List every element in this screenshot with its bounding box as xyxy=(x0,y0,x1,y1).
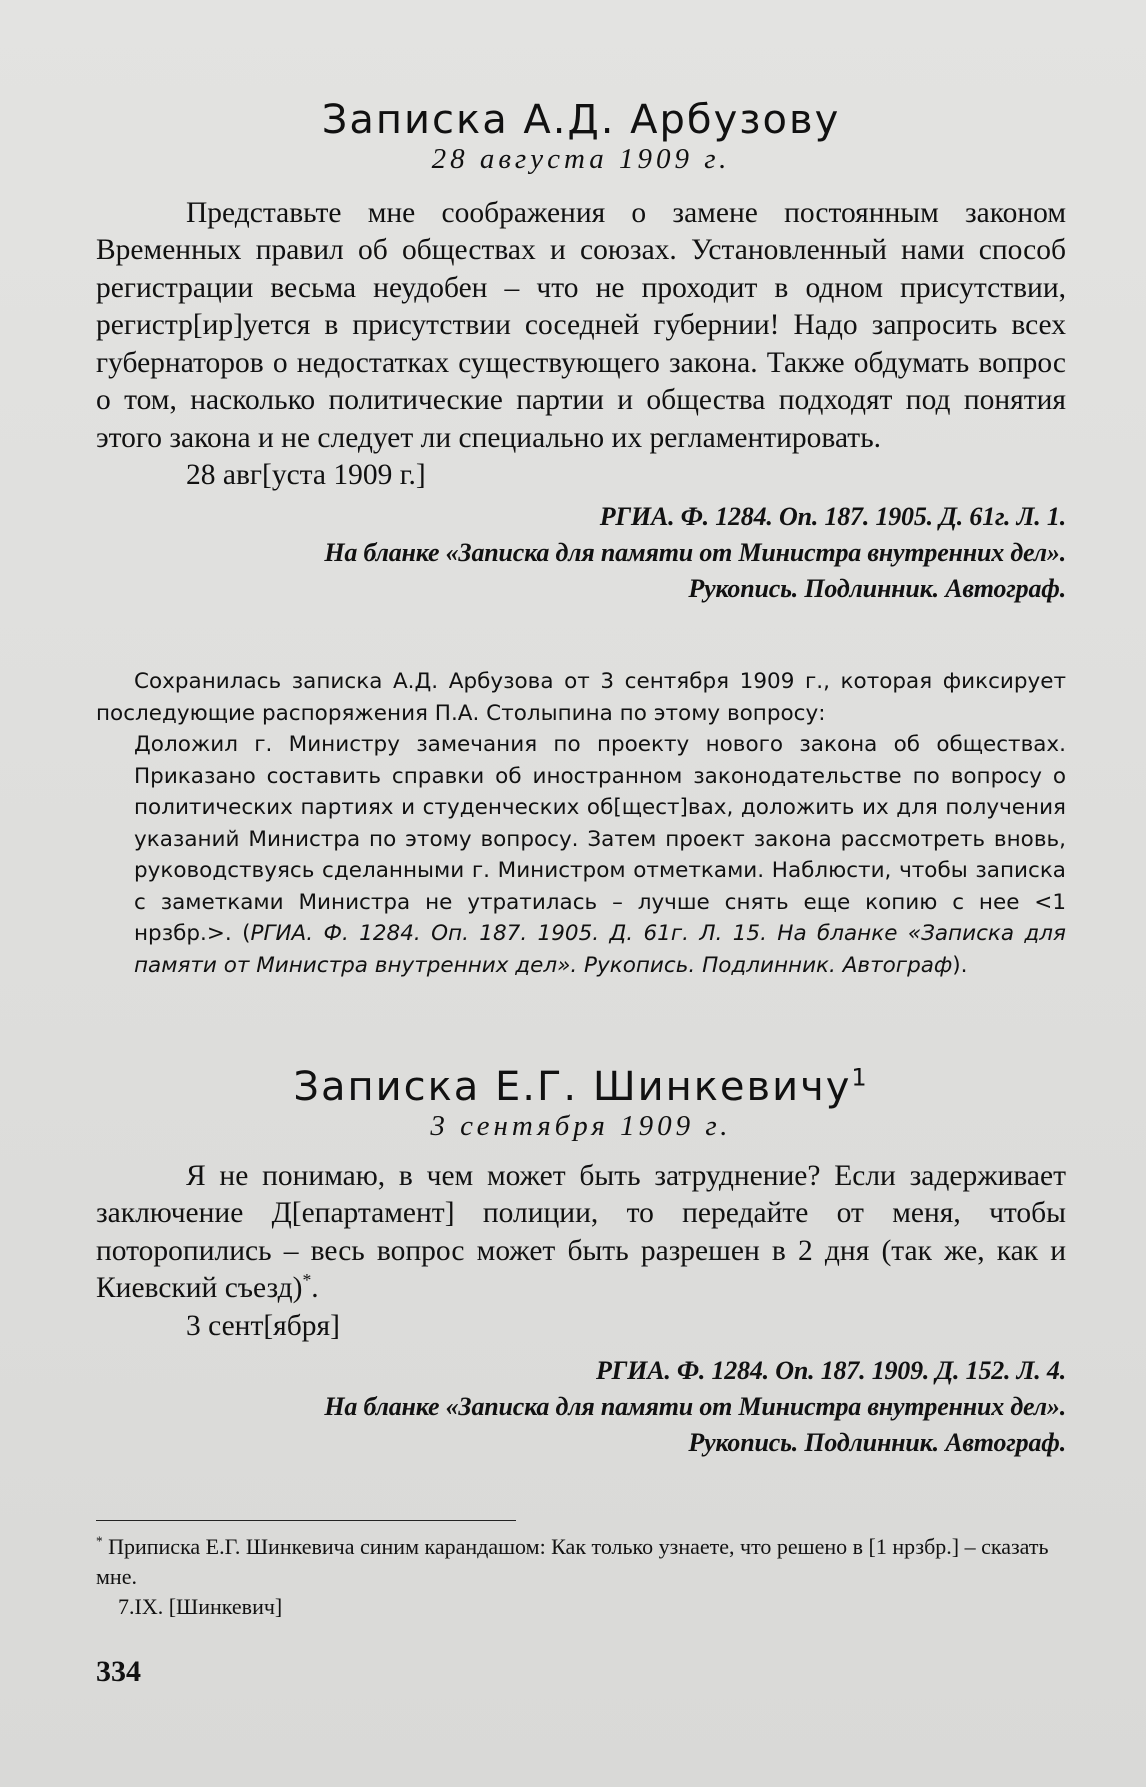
document-body: Представьте мне соображения о замене постоянным законом Временных правил об обществах и союзах. Установленный нами способ регистрации весьма неудобен – что не проходит в одном присутствии, регистр[ир]уется в присутствии соседней губернии! Надо запросить всех губернаторов о недостатках существующего закона. Также обдумать вопрос о том, насколько политические партии и общества подходят под понятия этого закона и не следует ли специально их регламентировать. xyxy=(96,196,1066,454)
footnote-ref-mark: 1 xyxy=(851,1063,869,1092)
form-description: На бланке «Записка для памяти от Министра внутренних дел». xyxy=(324,1392,1066,1422)
document-body: Я не понимаю, в чем может быть затруднение? Если задерживает заключение Д[епартамент] полиции, то передайте от меня, чтобы поторопились – весь вопрос может быть разрешен в 2 дня (так же, как и Киевский съезд)*. xyxy=(96,1159,1066,1305)
page-number: 334 xyxy=(96,1655,141,1688)
archive-reference: РГИА. Ф. 1284. Оп. 187. 1909. Д. 152. Л. 4. xyxy=(596,1356,1066,1386)
note-lead: Сохранилась записка А.Д. Арбузова от 3 сентября 1909 г., которая фиксирует последующие распоряжения П.А. Столыпина по этому вопросу: xyxy=(96,669,1066,726)
document-title: Записка А.Д. Арбузову xyxy=(321,97,841,143)
footnote-asterisk-mark: * xyxy=(302,1270,312,1291)
document-shinkevich xyxy=(96,1065,1066,1461)
archive-reference: РГИА. Ф. 1284. Оп. 187. 1905. Д. 61г. Л. 1. xyxy=(599,501,1066,531)
document-title: Записка Е.Г. Шинкевичу$^1$ xyxy=(293,1063,869,1110)
note-quote-text: Доложил г. Министру замечания по проекту нового закона об обществах. Приказано составить справки об иностранном законодательстве по вопросу о политических партиях и студенческих об[щест]вах, доложить их для получения указаний Министра по этому вопросу. Затем проект закона рассмотреть вновь, руководствуясь сделанными г. Министром отметками. Наблюсти, чтобы записка с заметками Министра не утратилась – лучше снять еще копию с нее <1 нрзбр.>. xyxy=(134,732,1066,946)
document-date: 28 августа 1909 г. xyxy=(431,143,731,175)
document-signature: 28 авг[уста 1909 г.] xyxy=(186,459,426,492)
footnote-divider xyxy=(96,1520,516,1521)
document-date: 3 сентября 1909 г. xyxy=(430,1110,732,1142)
footnote-signature: 7.IX. [Шинкевич] xyxy=(118,1594,283,1619)
document-signature: 3 сент[ября] xyxy=(186,1309,340,1342)
document-status: Рукопись. Подлинник. Автограф. xyxy=(688,1428,1066,1458)
editorial-note xyxy=(96,666,1066,981)
document-status: Рукопись. Подлинник. Автограф. xyxy=(688,573,1066,603)
note-quote: Доложил г. Министру замечания по проекту нового закона об обществах. Приказано составить справки об иностранном законодательстве по вопросу о политических партиях и студенческих об[щест]вах, доложить их для получения указаний Министра по этому вопросу. Затем проект закона рассмотреть вновь, руководствуясь сделанными г. Министром отметками. Наблюсти, чтобы записка с заметками Министра не утратилась – лучше снять еще копию с нее <1 нрзбр.>. (РГИА. Ф. 1284. Оп. 187. 1905. Д. 61г. Л. 15. На бланке «Записка для памяти от Министра внутренних дел». Рукопись. Подлинник. Автограф). xyxy=(134,732,1066,978)
footnote-text: * Приписка Е.Г. Шинкевича синим карандашом: Как только узнаете, что решено в [1 нрзбр.] – сказать мне. xyxy=(96,1533,1049,1589)
form-description: На бланке «Записка для памяти от Министра внутренних дел». xyxy=(324,537,1066,567)
document-arbuzov xyxy=(96,98,1066,607)
footnote-mark: * xyxy=(96,1533,103,1549)
footnote xyxy=(96,1532,1066,1622)
note-quote-reference: РГИА. Ф. 1284. Оп. 187. 1905. Д. 61г. Л. 15. На бланке «Записка для памяти от Министра внутренних дел». Рукопись. Подлинник. Автограф xyxy=(134,921,1066,978)
